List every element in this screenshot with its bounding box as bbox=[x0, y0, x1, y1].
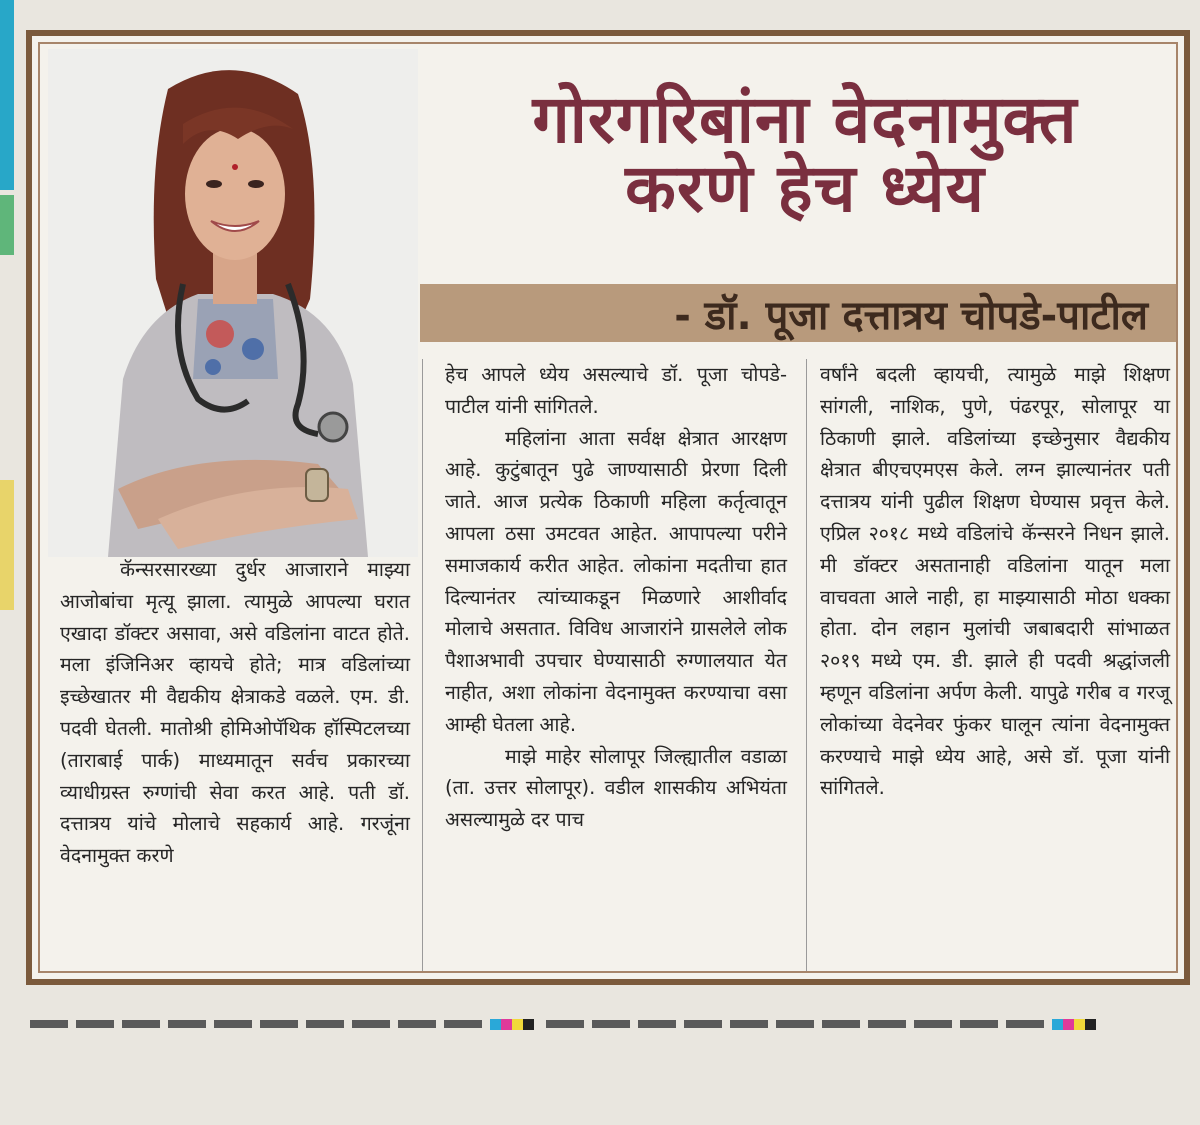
paragraph: हेच आपले ध्येय असल्याचे डॉ. पूजा चोपडे-पाटील यांनी सांगितले. bbox=[445, 363, 787, 418]
headline-line-2: करणे हेच ध्येय bbox=[625, 150, 985, 227]
paragraph: वर्षांने बदली व्हायची, त्यामुळे माझे शिक्षण सांगली, नाशिक, पुणे, पंढरपूर, सोलापूर या ठिकाणी झाले. वडिलांच्या इच्छेनुसार वैद्यकीय क्षेत्रात बीएचएमएस केले. लग्न झाल्यानंतर पती दत्तात्रय यांनी पुढील शिक्षण घेण्यास प्रवृत्त केले. एप्रिल २०१८ मध्ये वडिलांचे कॅन्सरने निधन झाले. मी डॉक्टर असतानाही वडिलांना यातून मला वाचवता आले नाही, हा माझ्यासाठी मोठा धक्का होता. दोन लहान मुलांची जबाबदारी सांभाळत २०१९ मध्ये एम. डी. झाले ही पदवी श्रद्धांजली म्हणून वडिलांना अर्पण केली. यापुढे गरीब व गरजू लोकांच्या वेदनेवर फुंकर घालून त्यांना वेदनामुक्त करण्याचे माझे ध्येय आहे, असे डॉ. पूजा यांनी सांगितले. bbox=[820, 363, 1170, 800]
cmyk-swatches bbox=[490, 1019, 534, 1030]
column-right bbox=[820, 359, 1170, 804]
column-divider bbox=[806, 359, 807, 973]
article-body bbox=[38, 42, 1178, 973]
byline: - डॉ. पूजा दत्तात्रय चोपडे-पाटील bbox=[420, 284, 1178, 342]
headline-line-1: गोरगरिबांना वेदनामुक्त bbox=[532, 80, 1078, 158]
cmyk-swatches bbox=[1052, 1019, 1096, 1030]
print-registration-bar bbox=[0, 1018, 1200, 1030]
article-frame bbox=[26, 30, 1190, 985]
column-divider bbox=[422, 359, 423, 973]
doctor-photo bbox=[48, 49, 418, 557]
paragraph: महिलांना आता सर्वक्ष क्षेत्रात आरक्षण आहे. कुटुंबातून पुढे जाण्यासाठी प्रेरणा दिली जाते. आज प्रत्येक ठिकाणी महिला कर्तृत्वातून आपला ठसा उमटवत आहेत. आपापल्या परीने समाजकार्य करीत आहेत. लोकांना मदतीचा हात दिल्यानंतर त्यांच्याकडून मिळणारे आशीर्वाद मोलाचे असतात. विविध आजारांने ग्रासलेले लोक पैशाअभावी उपचार घेण्यासाठी रुग्णालयात येत नाहीत, अशा लोकांना वेदनामुक्त करण्याचा वसा आम्ही घेतला आहे. bbox=[445, 426, 787, 736]
paragraph: कॅन्सरसारख्या दुर्धर आजाराने माझ्या आजोबांचा मृत्यू झाला. त्यामुळे आपल्या घरात एखादा डॉक्टर असावा, असे वडिलांना वाटत होते. मला इंजिनिअर व्हायचे होते; मात्र वडिलांच्या इच्छेखातर मी वैद्यकीय क्षेत्राकडे वळले. एम. डी. पदवी घेतली. मातोश्री होमिओपॅथिक हॉस्पिटलच्या (ताराबाई पार्क) माध्यमातून सर्वच प्रकारच्या व्याधीग्रस्त रुग्णांची सेवा करत आहे. पती डॉ. दत्तात्रय यांचे मोलाचे सहकार्य आहे. गरजूंना वेदनामुक्त करणे bbox=[60, 558, 410, 868]
column-left bbox=[60, 554, 410, 872]
adjacent-page-strip bbox=[0, 195, 14, 255]
headline bbox=[420, 44, 1178, 264]
doctor-illustration bbox=[48, 49, 418, 557]
column-middle bbox=[445, 359, 787, 836]
paragraph: माझे माहेर सोलापूर जिल्ह्यातील वडाळा (ता. उत्तर सोलापूर). वडील शासकीय अभियंता असल्यामुळे दर पाच bbox=[445, 744, 787, 832]
adjacent-page-strip bbox=[0, 480, 14, 610]
adjacent-page-strip bbox=[0, 0, 14, 190]
